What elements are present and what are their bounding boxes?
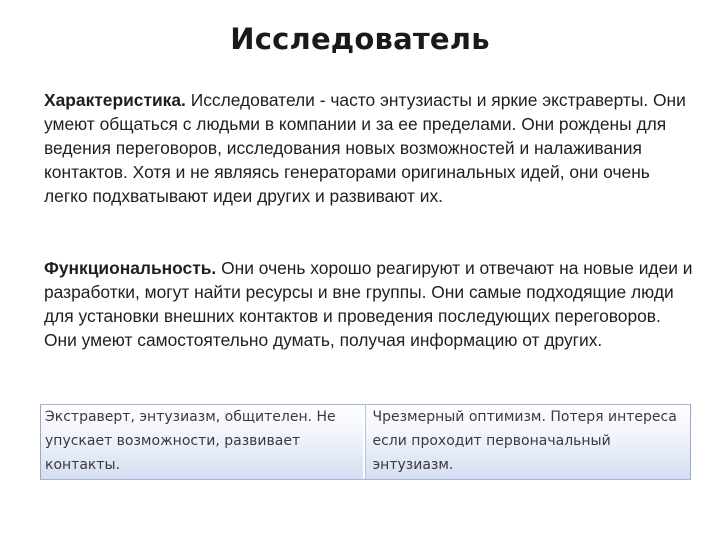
- characteristic-text: Исследователи - часто энтузиасты и яркие экстраверты. Они умеют общаться с людьми в компании и за ее пределами. Они рождены для ведения переговоров, исследования новых возможностей и налаживания контактов. Хотя и не являясь генераторами оригинальных идей, они очень легко подхватывают идеи других и развивают их.: [44, 90, 686, 206]
- functionality-text: Они очень хорошо реагируют и отвечают на новые идеи и разработки, могут найти ресурсы и вне группы. Они самые подходящие люди для установки внешних контактов и проведения последующих переговоров. Они умеют самостоятельно думать, получая информацию от других.: [44, 258, 693, 350]
- strengths-weaknesses-table: [40, 404, 691, 480]
- functionality-paragraph: [44, 256, 694, 352]
- characteristic-heading: Характеристика.: [44, 90, 186, 110]
- strengths-cell: Экстраверт, энтузиазм, общителен. Не упускает возможности, развивает контакты.: [41, 405, 363, 479]
- functionality-heading: Функциональность.: [44, 258, 217, 278]
- weaknesses-cell: Чрезмерный оптимизм. Потеря интереса если проходит первоначальный энтузиазм.: [363, 405, 691, 479]
- characteristic-paragraph: [44, 88, 694, 208]
- slide-title: Исследователь: [230, 22, 490, 56]
